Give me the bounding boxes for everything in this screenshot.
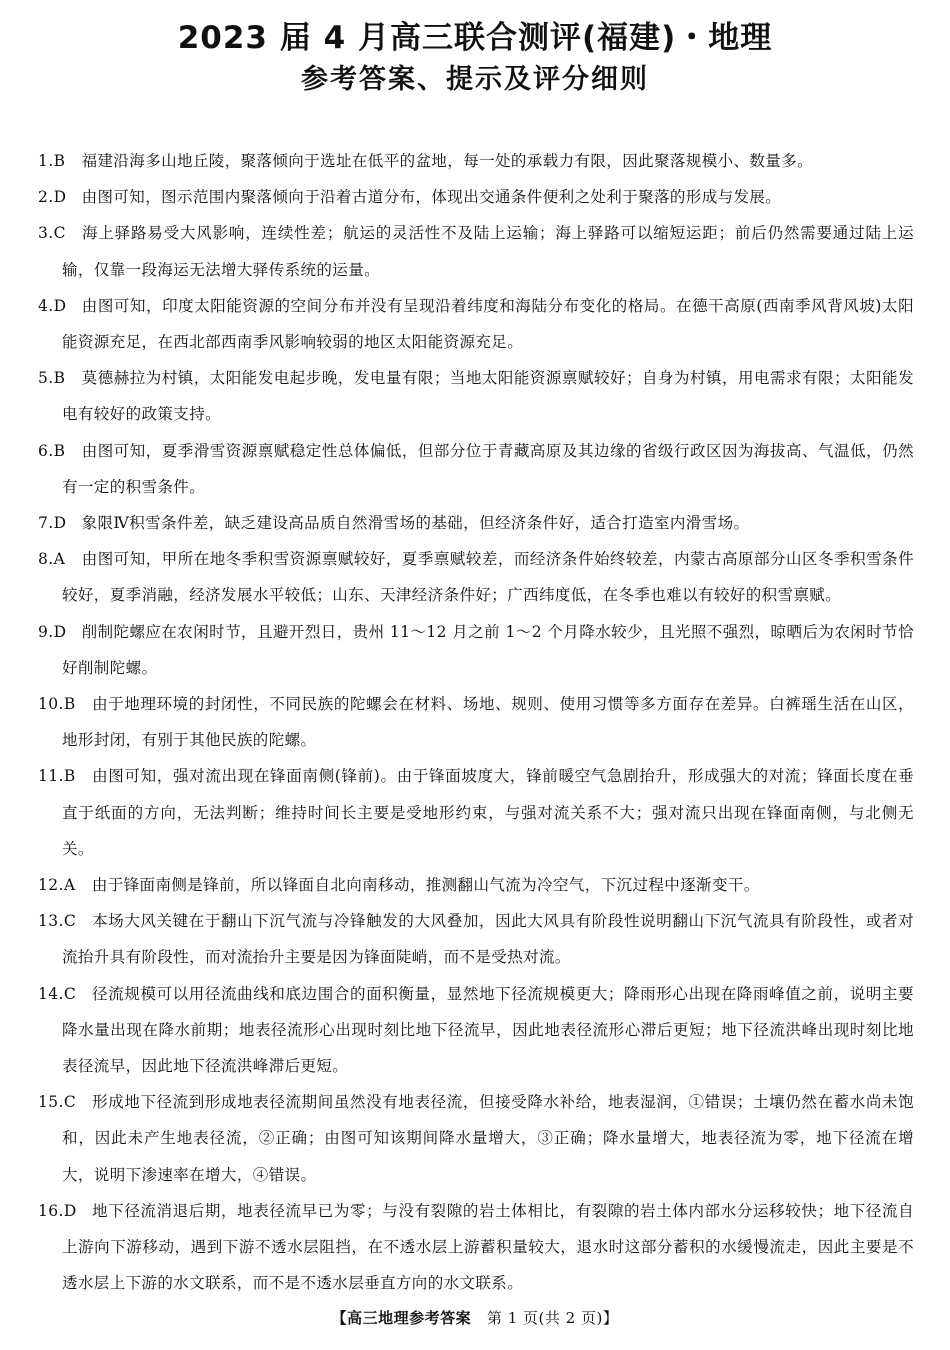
item-answer: B [53,441,66,460]
item-explanation: 地下径流消退后期，地表径流早已为零；与没有裂隙的岩土体相比，有裂隙的岩土体内部水分运移较快；地下径流自上游向下游移动，遇到下游不透水层阻挡，在不透水层上游蓄积量较大，退水时这部分蓄积的水缓慢流走，因此主要是不透水层上下游的水文联系，而不是不透水层垂直方向的水文联系。 [62,1201,914,1293]
item-answer: A [53,550,66,569]
item-number: 3. [38,224,54,243]
page-title: 2023 届 4 月高三联合测评(福建)・地理 [177,20,773,56]
item-explanation: 由图可知，图示范围内聚落倾向于沿着古道分布，体现出交通条件便利之处利于聚落的形成与发展。 [81,188,782,207]
answer-item-8 [38,541,914,613]
item-number: 13. [38,912,64,931]
item-answer: D [53,514,67,533]
item-answer: C [63,984,77,1003]
item-answer: C [63,1093,77,1112]
item-number: 14. [38,984,64,1003]
page-footer [0,1306,950,1330]
answer-item-12 [38,867,914,903]
item-number: 16. [38,1201,64,1220]
answer-item-16 [38,1193,914,1302]
item-number: 15. [38,1093,64,1112]
answer-item-1 [38,143,914,179]
item-answer: B [63,767,76,786]
item-number: 10. [38,695,64,714]
item-answer: B [53,369,66,388]
page-subtitle: 参考答案、提示及评分细则 [301,64,649,95]
item-number: 6. [38,441,54,460]
answer-item-4 [38,288,914,360]
answer-item-11 [38,758,914,867]
item-number: 1. [38,152,54,170]
answer-item-14 [38,976,914,1085]
answer-item-2 [38,179,914,215]
item-number: 9. [38,622,54,641]
item-explanation: 由图可知，甲所在地冬季积雪资源禀赋较好，夏季禀赋较差，而经济条件始终较差，内蒙古高原部分山区冬季积雪条件较好，夏季消融，经济发展水平较低；山东、天津经济条件好；广西纬度低，在冬季也难以有较好的积雪禀赋。 [62,550,914,605]
item-explanation: 由图可知，夏季滑雪资源禀赋稳定性总体偏低，但部分位于青藏高原及其边缘的省级行政区因为海拔高、气温低，仍然有一定的积雪条件。 [62,441,914,496]
answer-item-9 [38,614,914,686]
item-answer: C [53,224,66,243]
footer-label: 【高三地理参考答案 [331,1309,472,1327]
item-answer: D [53,296,67,315]
answer-item-5 [38,360,914,432]
answer-item-3 [38,215,914,287]
item-explanation: 福建沿海多山地丘陵，聚落倾向于选址在低平的盆地，每一处的承载力有限，因此聚落规模小、数量多。 [81,152,813,170]
item-number: 2. [38,188,54,207]
item-number: 7. [38,514,54,533]
item-number: 5. [38,369,54,388]
answer-item-15 [38,1084,914,1193]
item-answer: C [63,912,77,931]
answer-item-10 [38,686,914,758]
item-explanation: 象限Ⅳ积雪条件差，缺乏建设高品质自然滑雪场的基础，但经济条件好，适合打造室内滑雪场。 [81,514,750,533]
item-explanation: 由图可知，强对流出现在锋面南侧(锋前)。由于锋面坡度大，锋前暖空气急剧抬升，形成强大的对流；锋面长度在垂直于纸面的方向，无法判断；维持时间长主要是受地形约束，与强对流关系不大；强对流只出现在锋面南侧，与北侧无关。 [62,767,914,858]
answer-list [38,143,914,1302]
answer-item-6 [38,433,914,505]
item-answer: B [63,695,76,714]
answer-item-13 [38,903,914,975]
item-number: 4. [38,296,54,315]
item-number: 8. [38,550,54,569]
item-explanation: 海上驿路易受大风影响，连续性差；航运的灵活性不及陆上运输；海上驿路可以缩短运距；前后仍然需要通过陆上运输，仅靠一段海运无法增大驿传系统的运量。 [62,224,914,279]
item-answer: D [63,1201,77,1220]
item-number: 11. [38,767,64,786]
item-answer: B [53,152,66,170]
item-explanation: 由图可知，印度太阳能资源的空间分布并没有呈现沿着纬度和海陆分布变化的格局。在德干高原(西南季风背风坡)太阳能资源充足，在西北部西南季风影响较弱的地区太阳能资源充足。 [62,296,914,352]
item-answer: D [53,188,67,207]
footer-page-number: 第 1 页(共 2 页)】 [486,1309,619,1327]
item-explanation: 削制陀螺应在农闲时节，且避开烈日，贵州 11～12 月之前 1～2 个月降水较少，且光照不强烈，晾晒后为农闲时节恰好削制陀螺。 [62,622,914,677]
item-explanation: 由于地理环境的封闭性，不同民族的陀螺会在材料、场地、规则、使用习惯等多方面存在差异。白裤瑶生活在山区，地形封闭，有别于其他民族的陀螺。 [62,695,914,750]
item-answer: D [53,622,67,641]
item-explanation: 形成地下径流到形成地表径流期间虽然没有地表径流，但接受降水补给，地表湿润，①错误；土壤仍然在蓄水尚未饱和，因此未产生地表径流，②正确；由图可知该期间降水量增大，③正确；降水量增大，地表径流为零，地下径流在增大，说明下渗速率在增大，④错误。 [62,1093,914,1184]
item-explanation: 莫德赫拉为村镇，太阳能发电起步晚，发电量有限；当地太阳能资源禀赋较好；自身为村镇，用电需求有限；太阳能发电有较好的政策支持。 [62,369,914,424]
item-answer: A [63,876,76,895]
answer-item-7 [38,505,914,541]
item-number: 12. [38,876,64,895]
item-explanation: 由于锋面南侧是锋前，所以锋面自北向南移动，推测翻山气流为冷空气，下沉过程中逐渐变干。 [91,876,760,895]
item-explanation: 径流规模可以用径流曲线和底边围合的面积衡量，显然地下径流规模更大；降雨形心出现在降雨峰值之前，说明主要降水量出现在降水前期；地表径流形心出现时刻比地下径流早，因此地表径流形心滞后更短；地下径流洪峰出现时刻比地表径流早，因此地下径流洪峰滞后更短。 [62,984,914,1076]
item-explanation: 本场大风关键在于翻山下沉气流与冷锋触发的大风叠加，因此大风具有阶段性说明翻山下沉气流具有阶段性，或者对流抬升具有阶段性，而对流抬升主要是因为锋面陡峭，而不是受热对流。 [62,912,914,967]
